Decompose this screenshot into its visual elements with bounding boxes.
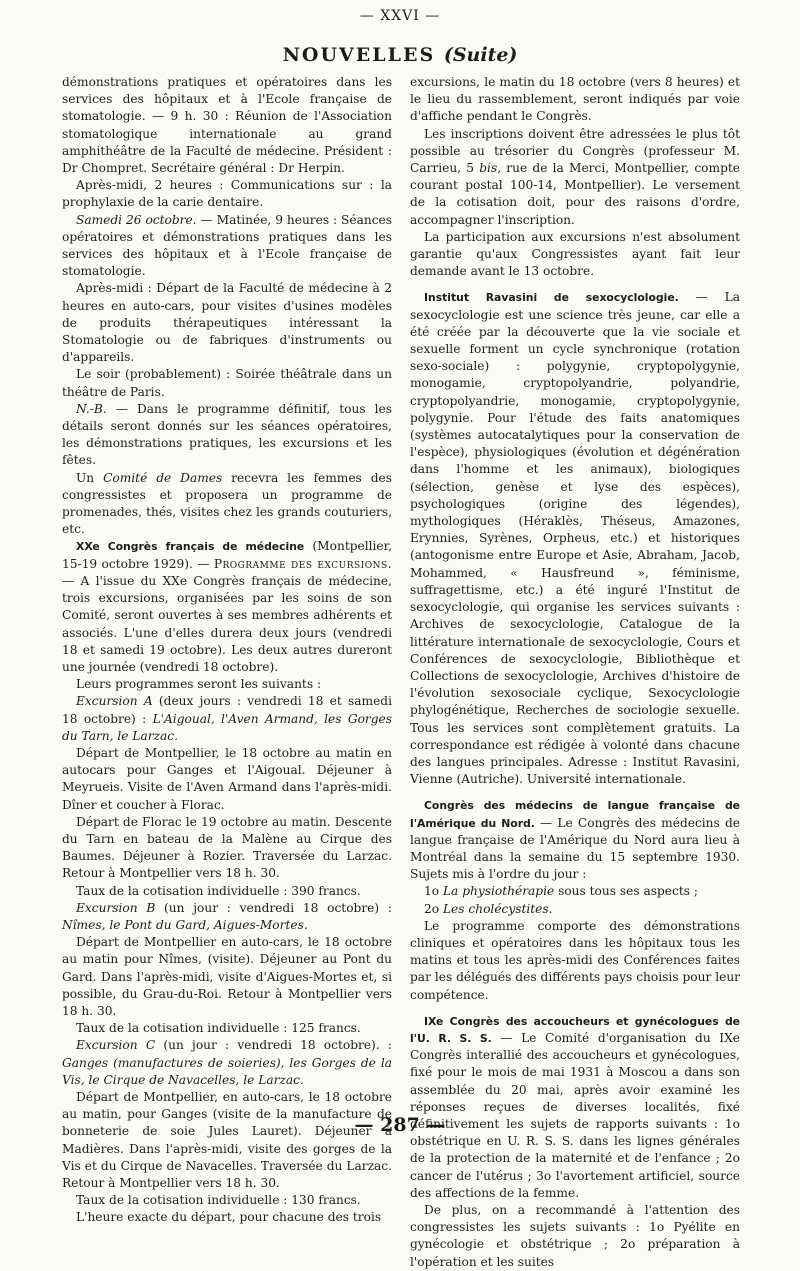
paragraph: Excursion C (un jour : vendredi 18 octobre). : Ganges (manufactures de soieries), les Gorges de la Vis, le Cirque de Navacelles, le Larzac. [62, 1038, 392, 1087]
news-item: Institut Ravasini de sexocyclologie. — La sexocyclologie est une science très jeune, car elle a été créée par la découverte que la vie sociale et sexuelle forment un cycle synchronique (rotation sexo-sociale) : polygynie, cryptopolygynie, monogamie, cryptopolyandrie, polyandrie, cryptopolyandrie, monogamie, cryptopolygynie, polygynie. Pour l'étude des faits anatomiques (systèmes autocatalytiques pour la conservation de l'espèce), physiologiques (évolution et dégénération dans l'homme et les animaux), biologiques (sélection, genèse et lyse des espèces), psychologiques (origine des légendes), mythologiques (Héraklès, Théseus, Amazones, Erynnies, Syrènes, Orpheus, etc.) et historiques (antogonisme entre Europe et Asie, Abraham, Jacob, Mohammed, « Hausfreund », féminisme, suffragettisme, etc.) a été inguré l'Institut de sexocyclologie, qui organise les services suivants : Archives de sexocyclologie, Catalogue de la littérature internationale de sexocyclologie, Cours et Conférences de sexocyclologie, Bibliothèque et Collections de sexocyclologie, Archives d'histoire de l'évolution sexosociale cyclique, Sexocyclologie phylogénétique, Recherches de sociologie sexuelle. Tous les services sont complètement gratuits. La correspondance est rédigée à volonté dans chacune des langues principales. Adresse : Institut Ravasini, Vienne (Autriche). Université internationale. [410, 290, 741, 787]
paragraph: Taux de la cotisation individuelle : 125 francs. [76, 1021, 361, 1036]
news-item: Congrès des médecins de langue française de l'Amérique du Nord. — Le Congrès des médecins de langue française de l'Amérique du Nord aura lieu à Montréal dans la semaine du 15 septembre 1930. Sujets mis à l'ordre du jour : [410, 799, 740, 882]
page-number: — 287 — [354, 1114, 446, 1136]
paragraph: Taux de la cotisation individuelle : 390 francs. [76, 883, 361, 898]
paragraph: excursions, le matin du 18 octobre (vers 8 heures) et le lieu du rassemblement, seront indiqués par voie d'affiche pendant le Congrès. [410, 75, 740, 124]
paragraph: Excursion B (un jour : vendredi 18 octobre) : Nîmes, le Pont du Gard, Aigues-Mortes. [62, 900, 392, 932]
paragraph: Les inscriptions doivent être adressées le plus tôt possible au trésorier du Congrès (professeur M. Carrieu, 5 bis, rue de la Merci, Montpellier, compte courant postal 100-14, Montpellier). Le versement de la cotisation doit, pour des raisons d'ordre, accompagner l'inscription. [410, 126, 740, 227]
paragraph: De plus, on a recommandé à l'attention des congressistes les sujets suivants : 1o Pyélite en gynécologie et obstétrique ; 2o préparation à l'opération et les suites [410, 1203, 740, 1269]
agenda-item: 2o Les cholécystites. [424, 901, 553, 916]
paragraph: Départ de Montpellier, le 18 octobre au matin en autocars pour Ganges et l'Aigoual. Déjeuner à Meyrueis. Visite de l'Aven Armand dans l'après-midi. Dîner et coucher à Florac. [62, 745, 392, 812]
paragraph: La participation aux excursions n'est absolument garantie qu'aux Congressistes ayant fait leur demande avant le 13 octobre. [410, 229, 740, 279]
section-title [0, 44, 800, 66]
paragraph: N.-B. — Dans le programme définitif, tous les détails seront donnés sur les séances opératoires, les démonstrations pratiques, les excursions et les fêtes. [62, 401, 392, 468]
paragraph: Un Comité de Dames recevra les femmes des congressistes et proposera un programme de promenades, thés, visites chez les grands couturiers, etc. [62, 470, 392, 537]
paragraph: Le soir (probablement) : Soirée théâtrale dans un théâtre de Paris. [62, 367, 392, 399]
title-text: NOUVELLES [282, 44, 436, 66]
news-item: XXe Congrès français de médecine (Montpellier, 15-19 octobre 1929). — Programme des excursions. — A l'issue du XXe Congrès français de médecine, trois excursions, organisées par les soins de son Comité, seront ouvertes à ses membres adhérents et associés. L'une d'elles durera deux jours (vendredi 18 et samedi 19 octobre). Les deux autres dureront une journée (vendredi 18 octobre). [62, 539, 392, 674]
paragraph: Taux de la cotisation individuelle : 130 francs. [76, 1193, 361, 1208]
paragraph: Départ de Montpellier en auto-cars, le 18 octobre au matin pour Nîmes, (visite). Déjeuner au Pont du Gard. Dans l'après-midi, visite d'Aigues-Mortes et, si possible, du Grau-du-Roi. Retour à Montpellier vers 18 h. 30. [62, 935, 392, 1018]
paragraph: Le programme comporte des démonstrations cliniques et opératoires dans les hôpitaux tous les matins et tous les après-midi des Conférences faites par les délégués des différents pays choisis pour leur compétence. [410, 918, 740, 1002]
title-suite: (Suite) [443, 44, 518, 66]
paragraph: Leurs programmes seront les suivants : [76, 677, 322, 692]
roman-page-number: — XXVI — [359, 8, 441, 24]
paragraph: Excursion A (deux jours : vendredi 18 et samedi 18 octobre) : L'Aigoual, l'Aven Armand, les Gorges du Tarn, le Larzac. [62, 694, 393, 743]
paragraph: démonstrations pratiques et opératoires dans les services des hôpitaux et à l'Ecole française de stomatologie. — 9 h. 30 : Réunion de l'Association stomatologique internationale au grand amphithéâtre de la Faculté de médecine. Président : Dr Chompret. Secrétaire général : Dr Herpin. [62, 75, 392, 176]
news-heading: Institut Ravasini de sexocyclologie. [424, 291, 679, 305]
left-column [62, 74, 392, 1227]
paragraph: Après-midi, 2 heures : Communications sur : la prophylaxie de la carie dentaire. [62, 178, 392, 210]
paragraph: Départ de Montpellier, en auto-cars, le 18 octobre au matin, pour Ganges (visite de la manufacture de bonneterie de soie Jules Lauret). Déjeuner à Madières. Dans l'après-midi, visite des gorges de la Vis et du Cirque de Navacelles. Traversée du Larzac. Retour à Montpellier vers 18 h. 30. [62, 1089, 392, 1190]
paragraph: Après-midi : Départ de la Faculté de médecine à 2 heures en auto-cars, pour visites d'usines modèles de produits thérapeutiques intéressant la Stomatologie ou de fabriques d'instruments ou d'appareils. [62, 281, 392, 365]
agenda-item: 1o La physiothérapie sous tous ses aspects ; [424, 884, 698, 899]
news-heading: IXe Congrès des accoucheurs et gynécologues de l'U. R. S. S. [410, 1014, 740, 1045]
news-item: IXe Congrès des accoucheurs et gynécologues de l'U. R. S. S. — Le Comité d'organisation du IXe Congrès interallié des accoucheurs et gynécologues, fixé pour le mois de mai 1931 à Moscou a dans son assemblée du 20 mai, après avoir examiné les réponses reçues de diverses localités, fixé définitivement les sujets de rapports suivants : 1o obstétrique en U. R. S. S. dans les lignes générales de la protection de la maternité et de l'enfance ; 2o cancer de l'utérus ; 3o l'avortement artificiel, source des affections de la femme. [410, 1014, 740, 1200]
news-heading: Congrès des médecins de langue française de l'Amérique du Nord. [410, 799, 740, 830]
news-heading: XXe Congrès français de médecine [76, 540, 305, 554]
paragraph: Samedi 26 octobre. — Matinée, 9 heures : Séances opératoires et démonstrations pratiques dans les services des hôpitaux et à l'Ecole française de stomatologie. [62, 212, 393, 279]
right-column [410, 74, 740, 1271]
paragraph: L'heure exacte du départ, pour chacune des trois [76, 1210, 382, 1225]
paragraph: Départ de Florac le 19 octobre au matin. Descente du Tarn en bateau de la Malène au Cirque des Baumes. Déjeuner à Rozier. Traversée du Larzac. Retour à Montpellier vers 18 h. 30. [62, 814, 392, 881]
